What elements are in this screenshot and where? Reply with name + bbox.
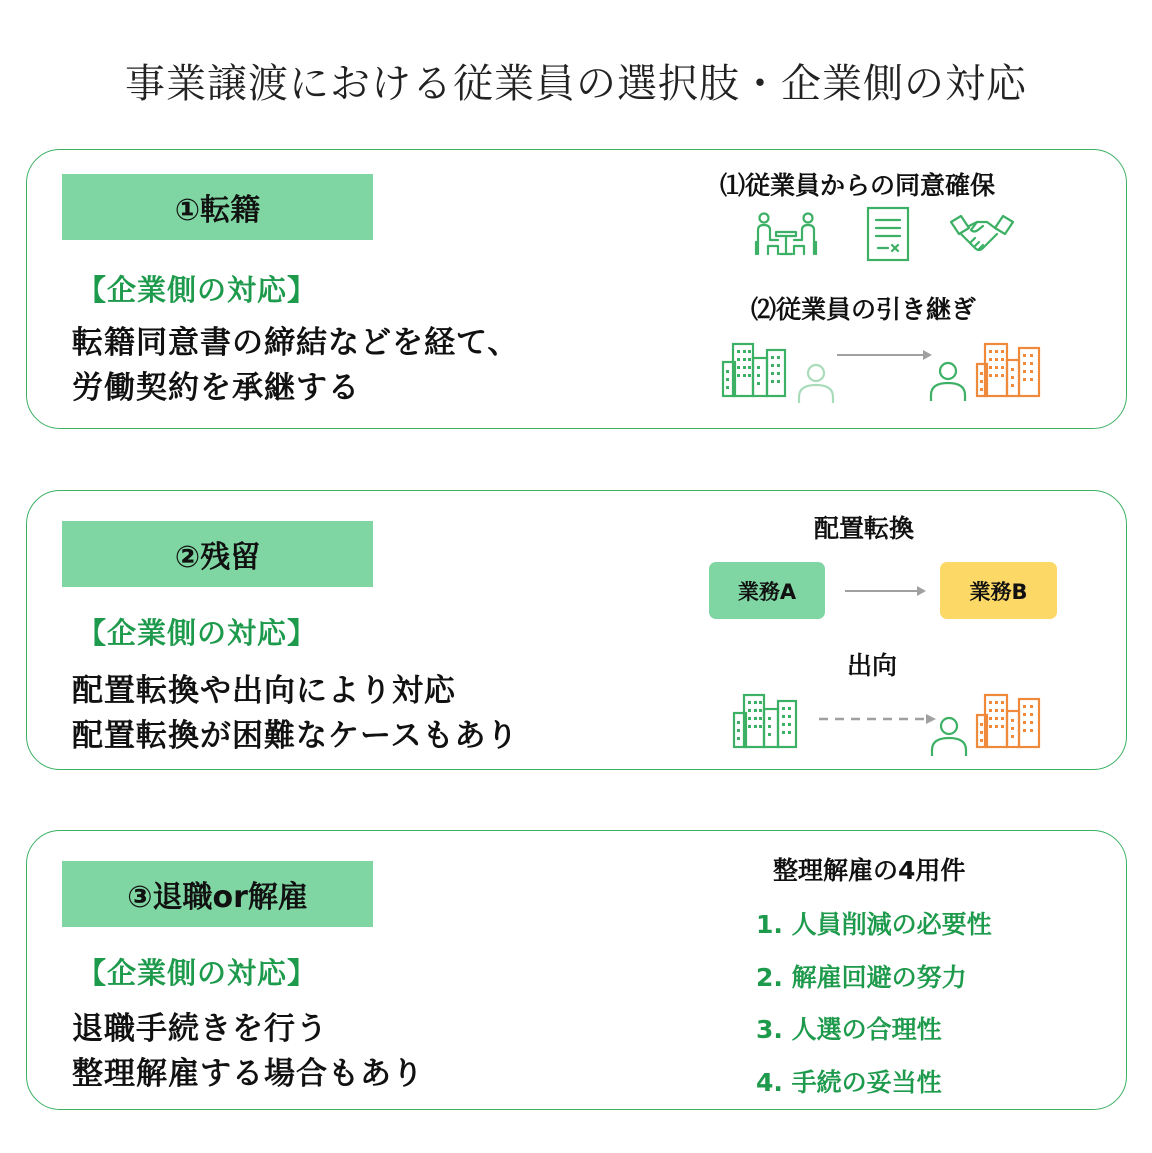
requirement-item: 1. 人員削減の必要性 bbox=[756, 910, 992, 939]
consent-step-title: ⑴従業員からの同意確保 bbox=[720, 171, 996, 200]
reassignment-arrow bbox=[845, 585, 927, 597]
person-faded-icon bbox=[797, 364, 835, 404]
response-label: 【企業側の対応】 bbox=[77, 956, 318, 990]
person-icon bbox=[929, 362, 967, 402]
building-orange-icon bbox=[975, 693, 1041, 749]
building-green-icon bbox=[721, 342, 787, 398]
transfer-arrow bbox=[837, 349, 933, 361]
requirement-item: 2. 解雇回避の努力 bbox=[756, 963, 967, 992]
section-dismissal-card bbox=[26, 830, 1127, 1110]
description-line: 整理解雇する場合もあり bbox=[72, 1056, 424, 1092]
task-b-box: 業務B bbox=[940, 562, 1057, 619]
section-stay-card bbox=[26, 490, 1127, 770]
secondment-title: 出向 bbox=[847, 651, 898, 680]
description-line: 退職手続きを行う bbox=[72, 1011, 328, 1047]
document-icon bbox=[866, 206, 910, 262]
response-label: 【企業側の対応】 bbox=[77, 273, 318, 307]
meeting-icon bbox=[754, 212, 818, 256]
section-description bbox=[72, 1007, 424, 1097]
section-description bbox=[72, 669, 518, 759]
requirement-item: 3. 人選の合理性 bbox=[756, 1015, 942, 1044]
requirement-item: 4. 手続の妥当性 bbox=[756, 1068, 942, 1097]
task-a-box: 業務A bbox=[709, 562, 825, 619]
secondment-arrow bbox=[819, 713, 937, 725]
section-description bbox=[72, 321, 519, 411]
description-line: 労働契約を承継する bbox=[72, 370, 360, 406]
handshake-icon bbox=[949, 214, 1015, 254]
description-line: 転籍同意書の締結などを経て、 bbox=[72, 325, 520, 361]
section-badge: ②残留 bbox=[62, 521, 373, 587]
handover-step-title: ⑵従業員の引き継ぎ bbox=[751, 295, 977, 324]
requirements-title: 整理解雇の4用件 bbox=[773, 856, 966, 885]
section-badge: ①転籍 bbox=[62, 174, 373, 240]
building-orange-icon bbox=[975, 342, 1041, 398]
section-transfer-card bbox=[26, 149, 1127, 429]
building-green-icon bbox=[732, 693, 798, 749]
response-label: 【企業側の対応】 bbox=[77, 616, 318, 650]
page-title: 事業譲渡における従業員の選択肢・企業側の対応 bbox=[125, 61, 1027, 107]
person-icon bbox=[930, 717, 968, 757]
description-line: 配置転換が困難なケースもあり bbox=[72, 718, 519, 754]
reassignment-title: 配置転換 bbox=[814, 514, 915, 543]
description-line: 配置転換や出向により対応 bbox=[72, 673, 456, 709]
section-badge: ③退職or解雇 bbox=[62, 861, 373, 927]
